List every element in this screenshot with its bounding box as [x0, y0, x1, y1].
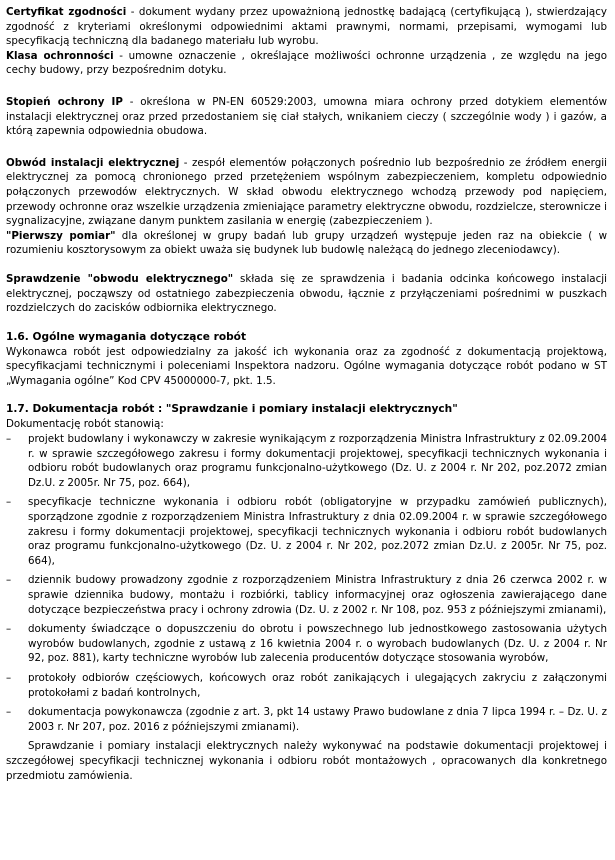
section-heading-1-7: 1.7. Dokumentacja robót : "Sprawdzanie i pomiary instalacji elektrycznych"	[6, 403, 458, 416]
list-item-text: specyfikacje techniczne wykonania i odbioru robót (obligatoryjne w przypadku zamówień publicznych), sporządzone zgodnie z rozporządzeniem Ministra Infrastruktury z dnia 02.09.2004 r. w sprawie szczegółowego zakresu i formy dokumentacji projektowej, specyfikacji technicznych wykonania i odbioru robót budowlanych oraz programu funkcjonalno-użytkowego (Dz. U. z 2004 r. Nr 202, poz.2072 zmian Dz.U. z 2005r. Nr 75, poz. 664),	[28, 496, 607, 567]
documentation-list	[6, 432, 607, 734]
definition-text-obwod: - zespół elementów połączonych pośrednio lub bezpośrednio ze źródłem energii elektrycznej za pomocą chronionego przed przetężeniem wspólnym zabezpieczeniem, kompletu odpowiednio połączonych przewodów elektrycznych. W skład obwodu elektrycznego wchodzą przewody pod napięciem, przewody ochronne oraz wszelkie urządzenia zmieniające parametry elektryczne obwodu, rozdzielcze, sterownicze i sygnalizacyjne, związane danym punktem zasilania w energię (zabezpieczeniem ).	[6, 156, 607, 228]
closing-paragraph: Sprawdzanie i pomiary instalacji elektrycznych należy wykonywać na podstawie dokumentacji projektowej i szczegółowej specyfikacji technicznej wykonania i odbioru robót montażowych , opracowanych dla konkretnego przedmiotu zamówienia.	[6, 740, 607, 782]
definition-text-pierwszy: dla określonej w grupy badań lub grupy urządzeń występuje jeden raz na obiekcie ( w rozumieniu kosztorysowym za obiekt uważa się budynek lub budowlę należącą do jednego zleceniodawcy).	[6, 229, 607, 257]
term-sprawdzenie: Sprawdzenie "obwodu elektrycznego"	[6, 272, 234, 285]
section-heading-1-6: 1.6. Ogólne wymagania dotyczące robót	[6, 330, 247, 343]
section-text-1-6: Wykonawca robót jest odpowiedzialny za jakość ich wykonania oraz za zgodność z dokumentacją projektową, specyfikacjami technicznymi i poleceniami Inspektora nadzoru. Ogólne wymagania dotyczące robót podano w ST „Wymagania ogólne” Kod CPV 45000000-7, pkt. 1.5.	[6, 345, 607, 387]
list-item	[6, 495, 607, 568]
section-intro-1-7: Dokumentację robót stanowią:	[6, 418, 164, 431]
term-klasa: Klasa ochronności	[6, 49, 114, 62]
dash-marker: –	[6, 574, 12, 587]
definition-text-klasa: - umowne oznaczenie , określające możliwości ochronne urządzenia , ze względu na jego cechy budowy, przy bezpośrednim dotyku.	[6, 49, 607, 77]
definition-text-stopien: - określona w PN-EN 60529:2003, umowna miara ochrony przed dotykiem elementów instalacji elektrycznej oraz przed przedostaniem się ciał stałych, wnikaniem cieczy ( szczególnie wody ) i gazów, a którą zapewnia odpowiednia obudowa.	[6, 95, 607, 138]
list-item	[6, 671, 607, 700]
list-item	[6, 432, 607, 490]
list-item-text: dokumentacja powykonawcza (zgodnie z art. 3, pkt 14 ustawy Prawo budowlane z dnia 7 lipca 1994 r. – Dz. U. z 2003 r. Nr 207, poz. 2016 z późniejszymi zmianami).	[28, 706, 607, 733]
term-obwod: Obwód instalacji elektrycznej	[6, 156, 180, 169]
dash-marker: –	[6, 623, 12, 636]
definition-certyfikat	[6, 5, 607, 49]
list-item	[6, 573, 607, 617]
definition-pierwszy	[6, 229, 607, 258]
definition-klasa	[6, 49, 607, 78]
definition-text-certyfikat: - dokument wydany przez upoważnioną jednostkę badającą (certyfikującą ), stwierdzający zgodność z kryteriami określonymi odpowiednimi aktami prawnymi, normami, przepisami, wymogami lub specyfikacją techniczną dla badanego materiału lub wyrobu.	[6, 6, 607, 48]
definition-stopien	[6, 95, 607, 139]
list-item-text: dziennik budowy prowadzony zgodnie z rozporządzeniem Ministra Infrastruktury z dnia 26 czerwca 2002 r. w sprawie dziennika budowy, montażu i rozbiórki, tablicy informacyjnej oraz ogłoszenia zawierającego dane dotyczące bezpieczeństwa pracy i ochrony zdrowia (Dz. U. z 2002 r. Nr 108, poz. 953 z późniejszymi zmianami),	[28, 574, 607, 616]
term-pierwszy: "Pierwszy pomiar"	[6, 229, 116, 242]
definition-obwod	[6, 156, 607, 229]
list-item	[6, 622, 607, 666]
term-stopien: Stopień ochrony IP	[6, 95, 123, 108]
list-item-text: protokoły odbiorów częściowych, końcowych oraz robót zanikających i ulegających zakryciu z załączonymi protokołami z badań kontrolnych,	[28, 671, 607, 699]
list-item-text: dokumenty świadczące o dopuszczeniu do obrotu i powszechnego lub jednostkowego zastosowania użytych wyrobów budowlanych, zgodnie z ustawą z 16 kwietnia 2004 r. o wyrobach budowlanych (Dz. U. z 2004 r. Nr 92, poz. 881), karty techniczne wyrobów lub zalecenia producentów dotyczące stosowania wyrobów,	[28, 623, 607, 665]
dash-marker: –	[6, 433, 12, 446]
list-item	[6, 705, 607, 734]
dash-marker: –	[6, 671, 12, 684]
dash-marker: –	[6, 496, 12, 509]
definition-text-sprawdzenie: składa się ze sprawdzenia i badania odcinka końcowego instalacji elektrycznej, począwszy od ostatniego zabezpieczenia obwodu, łącznie z przyłączeniami pośrednimi w puszkach rozdzielczych do zacisków odbiornika elektrycznego.	[6, 272, 608, 315]
definition-sprawdzenie	[6, 272, 607, 316]
term-certyfikat: Certyfikat zgodności	[6, 6, 127, 18]
dash-marker: –	[6, 706, 12, 719]
list-item-text: projekt budowlany i wykonawczy w zakresie wynikającym z rozporządzenia Ministra Infrastruktury z 02.09.2004 r. w sprawie szczegółowego zakresu i formy dokumentacji projektowej, specyfikacji technicznych wykonania i odbioru robót budowlanych oraz programu funkcjonalno-użytkowego (Dz. U. z 2004 r. Nr 202, poz.2072 zmian Dz.U. z 2005r. Nr 75, poz. 664),	[28, 433, 607, 489]
